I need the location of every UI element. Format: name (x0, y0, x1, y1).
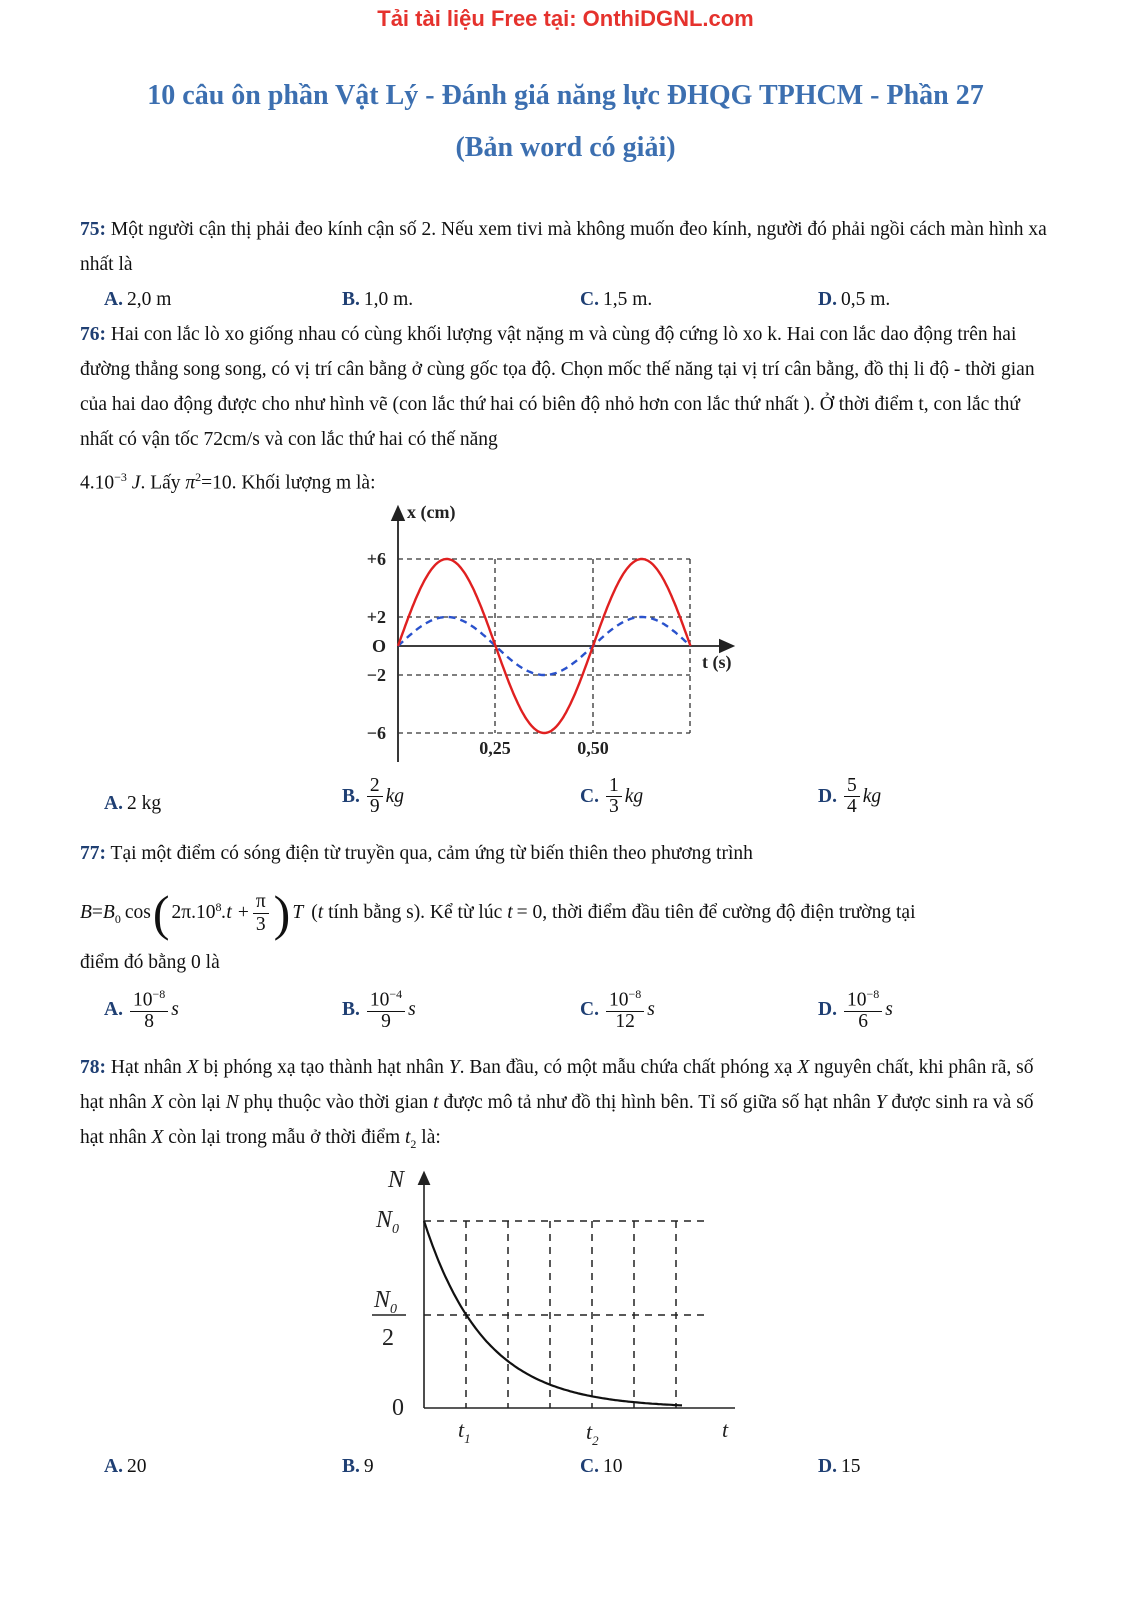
y-tick-n0 (375, 1207, 399, 1237)
y-tick: +2 (366, 607, 386, 627)
option-letter: B. (342, 785, 360, 807)
n0-base: N (376, 1207, 393, 1233)
option-letter: A. (104, 793, 123, 814)
question-76 (80, 317, 1055, 457)
origin-label: 0 (392, 1395, 404, 1421)
x-axis-label: t (s) (702, 652, 732, 672)
symbol-n: N (225, 1092, 239, 1113)
option-letter: D. (818, 289, 837, 310)
eq-exp: 8 (215, 900, 222, 914)
text-segment: Hạt nhân (110, 1057, 182, 1078)
question-77 (80, 836, 1055, 871)
t1-sub: 1 (464, 1431, 471, 1446)
option-text: 1,5 m. (602, 289, 653, 310)
frac-num-exp: −8 (628, 987, 642, 1001)
frac-num-exp: −4 (389, 987, 403, 1001)
symbol-y: Y (875, 1092, 887, 1113)
t1-base: t (458, 1417, 465, 1442)
energy-coef: 4.10 (80, 472, 115, 494)
frac-num-base: 10 (132, 989, 153, 1011)
n0-sub: 0 (392, 1222, 400, 1237)
x-axis-label: t (722, 1417, 729, 1442)
question-text: Một người cận thị phải đeo kính cận số 2. Nếu xem tivi mà không muốn đeo kính, người đó phải ngồi cách màn hình xa nhất là (80, 219, 1047, 275)
question-number: 77: (80, 843, 106, 864)
q78-option-c[interactable] (580, 1452, 622, 1482)
eq-sub: 0 (114, 912, 121, 926)
option-letter: C. (580, 999, 599, 1021)
q75-option-c[interactable] (580, 285, 652, 315)
option-unit: kg (624, 785, 644, 807)
q78-option-a[interactable] (104, 1452, 146, 1482)
text-segment: . Khối lượng m là: (231, 472, 376, 494)
x-tick-t2 (586, 1419, 599, 1448)
q75-option-d[interactable] (818, 285, 890, 315)
eq-tail: tính bằng s). Kể từ lúc (328, 902, 503, 923)
text-segment: . Ban đầu, có một mẫu chứa chất phóng xạ (459, 1057, 793, 1078)
y-tick-half-num (373, 1287, 397, 1317)
t2-sub: 2 (592, 1433, 599, 1448)
symbol-t2: t (405, 1127, 411, 1148)
option-letter: C. (580, 1456, 599, 1477)
eq-symbol: B (80, 902, 92, 923)
frac-num: 2 (367, 776, 383, 797)
y-axis-label: N (388, 1167, 405, 1193)
frac-den: 6 (858, 1010, 868, 1032)
source-banner[interactable]: Tải tài liệu Free tại: OnthiDGNL.com (377, 6, 754, 31)
question-number: 76: (80, 324, 106, 345)
eq-tail: = 0, thời điểm đầu tiên để cường độ điện trường tại (516, 902, 916, 923)
text-segment: . Lấy (140, 472, 186, 494)
option-letter: B. (342, 999, 360, 1021)
frac-den: 9 (381, 1010, 391, 1032)
q76-option-d[interactable] (818, 776, 881, 818)
q77-equation: B = B $_0$ cos ( 2π.10 $^8$ .t + $\frac{\pi}{3}$ ) T ( t tính bằng s). Kể từ lúc t = 0, thời điểm đầu tiên để cường độ điện trường tại (80, 872, 1055, 954)
page-subtitle: (Bản word có giải) (455, 132, 676, 163)
q76-option-b[interactable] (342, 776, 404, 818)
frac-num-base: 10 (369, 989, 390, 1011)
option-letter: C. (580, 289, 599, 310)
frac-num: 1 (606, 776, 622, 797)
q77-option-b[interactable] (342, 988, 416, 1032)
option-text: 20 (126, 1456, 147, 1477)
eq-unit: T (292, 902, 304, 923)
question-number: 75: (80, 219, 106, 240)
eq-t: .t + (221, 902, 250, 923)
text-segment: được mô tả như đồ thị hình bên. Tỉ số giữa số hạt nhân (443, 1092, 871, 1113)
x-tick: 0,50 (577, 738, 609, 758)
option-letter: D. (818, 785, 837, 807)
eq-symbol: B (102, 902, 115, 923)
symbol-x: X (186, 1057, 199, 1078)
question-text: Tại một điểm có sóng điện từ truyền qua, cảm ứng từ biến thiên theo phương trình (110, 843, 753, 864)
frac-den: 3 (608, 796, 619, 818)
option-unit: kg (385, 785, 405, 807)
option-text: 15 (840, 1456, 861, 1477)
x-tick: 0,25 (479, 738, 511, 758)
eq-cos: cos (124, 902, 151, 923)
frac-den: 12 (615, 1010, 635, 1032)
option-letter: C. (580, 785, 599, 807)
frac-den: 3 (255, 913, 266, 935)
frac-num: π (253, 891, 269, 913)
option-unit: s (408, 999, 416, 1021)
option-unit: s (171, 999, 179, 1021)
frac-den: 4 (846, 796, 857, 818)
question-75 (80, 212, 1055, 282)
frac-num: 5 (844, 776, 860, 797)
page-title: 10 câu ôn phần Vật Lý - Đánh giá năng lực ĐHQG TPHCM - Phần 27 (147, 80, 984, 111)
y-tick: +6 (366, 549, 386, 569)
q78-option-b[interactable] (342, 1452, 374, 1482)
option-text: 10 (602, 1456, 623, 1477)
option-letter: D. (818, 999, 837, 1021)
oscillation-graph (350, 500, 760, 768)
frac-num-base: 10 (608, 989, 629, 1011)
option-letter: A. (104, 999, 123, 1021)
option-unit: s (647, 999, 655, 1021)
q75-option-b[interactable] (342, 285, 413, 315)
eq-inner: 2π.10 (171, 902, 216, 923)
symbol-x: X (151, 1127, 164, 1148)
frac-num-exp: −8 (152, 987, 166, 1001)
option-letter: A. (104, 1456, 123, 1477)
symbol-x: X (797, 1057, 810, 1078)
y-tick: −2 (366, 665, 386, 685)
decay-curve (424, 1221, 682, 1405)
x-tick-t1 (458, 1417, 471, 1446)
symbol-y: Y (448, 1057, 460, 1078)
half-base: N (374, 1287, 391, 1313)
q77-line3: điểm đó bằng 0 là (80, 952, 220, 973)
eq-symbol: = (91, 902, 103, 923)
text-segment: phụ thuộc vào thời gian (243, 1092, 429, 1113)
paren-left: ( (152, 885, 170, 941)
text-segment: còn lại (168, 1092, 221, 1113)
option-letter: B. (342, 1456, 360, 1477)
option-letter: A. (104, 289, 123, 310)
eq-tail-t: t (507, 902, 513, 923)
y-tick: O (371, 636, 386, 656)
option-text: 0,5 m. (840, 289, 891, 310)
option-text: 2,0 m (126, 289, 172, 310)
question-78 (80, 1050, 1055, 1162)
option-letter: D. (818, 1456, 837, 1477)
paren-right: ) (273, 885, 291, 941)
q77-option-a[interactable] (104, 988, 179, 1032)
pi-value: =10 (201, 472, 232, 494)
option-text: 1,0 m. (363, 289, 414, 310)
half-sub: 0 (390, 1302, 398, 1317)
symbol-t: t (433, 1092, 439, 1113)
text-segment: nguyên chất, khi phân rã, số hạt nhân (80, 1057, 1034, 1113)
eq-tail-t: t (317, 902, 324, 923)
q78-option-d[interactable] (818, 1452, 860, 1482)
frac-den: 9 (369, 796, 380, 818)
y-tick: −6 (366, 723, 386, 743)
option-text: 9 (363, 1456, 374, 1477)
text-segment: là: (421, 1127, 441, 1148)
energy-unit: J (131, 472, 141, 494)
q76-option-c[interactable] (580, 776, 643, 818)
y-axis-label: x (cm) (407, 502, 456, 522)
text-segment: được sinh ra và số hạt nhân (80, 1092, 1034, 1148)
t2-base: t (586, 1419, 593, 1444)
pi-exp: 2 (195, 470, 202, 484)
y-tick-half-den: 2 (382, 1325, 394, 1351)
frac-num-exp: −8 (866, 987, 880, 1001)
text-segment: bị phóng xạ tạo thành hạt nhân (203, 1057, 444, 1078)
text-segment: còn lại trong mẫu ở thời điểm (168, 1127, 401, 1148)
q77-option-c[interactable] (580, 988, 655, 1032)
energy-exp: −3 (114, 470, 127, 484)
pi-symbol: π (185, 472, 196, 494)
option-letter: B. (342, 289, 360, 310)
symbol-x: X (151, 1092, 164, 1113)
question-number: 78: (80, 1057, 106, 1078)
option-text: 2 kg (126, 793, 162, 814)
frac-num-base: 10 (846, 989, 867, 1011)
frac-den: 8 (144, 1010, 154, 1032)
q77-option-d[interactable] (818, 988, 893, 1032)
q76-formula-line (80, 460, 1055, 501)
option-unit: s (885, 999, 893, 1021)
symbol-t2-sub: 2 (410, 1136, 417, 1151)
option-unit: kg (862, 785, 882, 807)
q76-option-a[interactable] (104, 787, 161, 821)
q75-option-a[interactable] (104, 285, 171, 315)
decay-graph (360, 1165, 760, 1455)
question-text: Hai con lắc lò xo giống nhau có cùng khối lượng vật nặng m và cùng độ cứng lò xo k. Hai con lắc dao động trên hai đường thẳng song song, có vị trí cân bằng ở cùng gốc tọa độ. Chọn mốc thế năng tại vị trí cân bằng, đồ thị li độ - thời gian của hai dao động được cho như hình vẽ (con lắc thứ hai có biên độ nhỏ hơn con lắc thứ nhất ). Ở thời điểm t, con lắc thứ nhất có vận tốc 72cm/s và con lắc thứ hai có thế năng (80, 324, 1035, 450)
